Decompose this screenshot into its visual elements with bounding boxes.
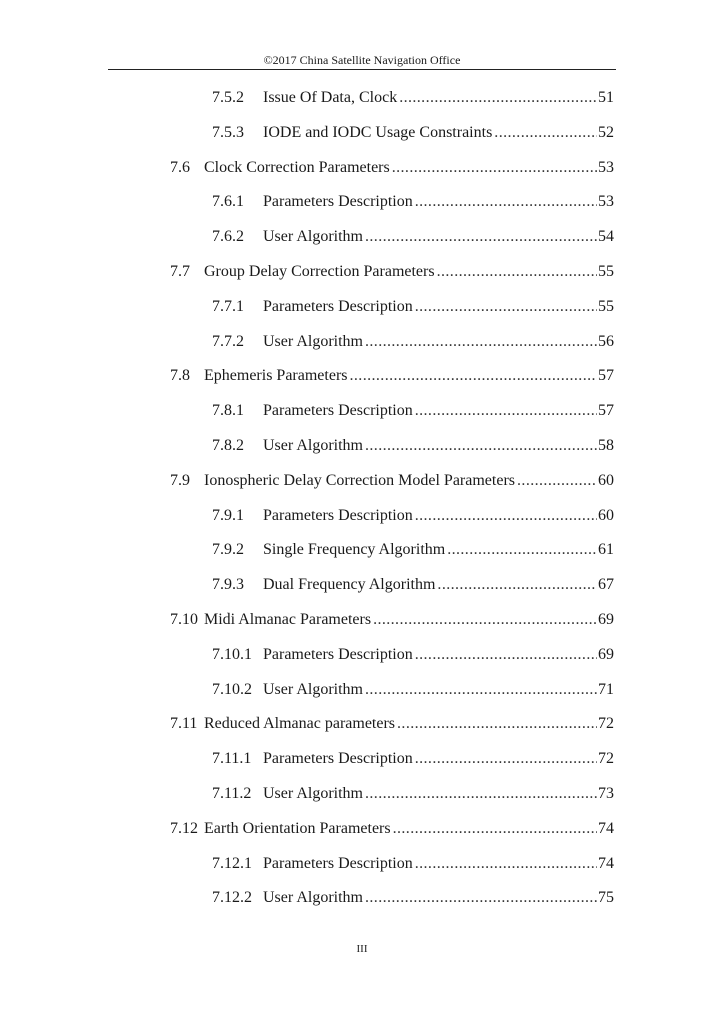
toc-entry-page: 74 xyxy=(598,819,614,837)
toc-dot-leader xyxy=(437,575,597,595)
toc-entry-title: Earth Orientation Parameters xyxy=(204,819,391,837)
toc-subsection-entry[interactable] xyxy=(212,645,614,665)
toc-dot-leader xyxy=(415,506,597,526)
toc-entry-page: 75 xyxy=(598,889,614,907)
toc-section-entry[interactable] xyxy=(170,610,614,630)
toc-entry-page: 58 xyxy=(598,437,614,454)
toc-entry-number: 7.6.1 xyxy=(212,193,244,211)
toc-entry-page: 71 xyxy=(598,680,614,698)
toc-entry-number: 7.10.2 xyxy=(212,680,252,698)
toc-entry-number: 7.9 xyxy=(170,471,190,489)
toc-entry-title: User Algorithm xyxy=(263,437,363,454)
toc-dot-leader xyxy=(365,680,597,700)
toc-entry-number: 7.8 xyxy=(170,367,190,385)
toc-dot-leader xyxy=(365,436,597,456)
toc-entry-title: Parameters Description xyxy=(263,645,413,663)
toc-entry-number: 7.11.1 xyxy=(212,750,252,768)
toc-entry-page: 54 xyxy=(598,228,614,246)
toc-subsection-entry[interactable] xyxy=(212,749,614,769)
toc-entry-title: Ionospheric Delay Correction Model Parameters xyxy=(204,471,516,489)
toc-subsection-entry[interactable] xyxy=(212,123,614,143)
toc-subsection-entry[interactable] xyxy=(212,680,614,700)
toc-entry-title: Ephemeris Parameters xyxy=(204,367,348,385)
toc-dot-leader xyxy=(397,714,597,734)
toc-entry-number: 7.12.2 xyxy=(212,889,252,907)
toc-subsection-entry[interactable] xyxy=(212,784,614,804)
toc-subsection-entry[interactable] xyxy=(212,888,614,908)
toc-entry-page: 60 xyxy=(598,471,614,489)
toc-subsection-entry[interactable] xyxy=(212,227,614,247)
toc-entry-title: User Algorithm xyxy=(263,228,363,246)
toc-entry-number: 7.7.1 xyxy=(212,297,244,315)
toc-section-entry[interactable] xyxy=(170,158,614,178)
toc-entry-page: 61 xyxy=(598,541,614,559)
toc-subsection-entry[interactable] xyxy=(212,575,614,595)
toc-dot-leader xyxy=(365,227,597,247)
toc-entry-number: 7.10.1 xyxy=(212,645,252,663)
toc-entry-title: Parameters Description xyxy=(263,506,413,524)
toc-entry-page: 60 xyxy=(598,506,614,524)
toc-entry-title: Dual Frequency Algorithm xyxy=(263,576,436,594)
toc-entry-title: Issue Of Data, Clock xyxy=(263,89,398,106)
toc-entry-title: Clock Correction Parameters xyxy=(204,158,390,176)
toc-dot-leader xyxy=(437,262,597,282)
toc-entry-number: 7.5.2 xyxy=(212,89,244,106)
toc-section-entry[interactable] xyxy=(170,262,614,282)
toc-entry-title: User Algorithm xyxy=(263,785,363,802)
toc-dot-leader xyxy=(415,401,597,421)
toc-entry-number: 7.12 xyxy=(170,819,198,837)
toc-dot-leader xyxy=(373,610,597,630)
toc-entry-title: Midi Almanac Parameters xyxy=(204,611,372,628)
toc-entry-title: Reduced Almanac parameters xyxy=(204,715,396,733)
toc-entry-title: User Algorithm xyxy=(263,332,363,350)
toc-subsection-entry[interactable] xyxy=(212,540,614,560)
toc-entry-page: 74 xyxy=(598,854,614,872)
toc-entry-number: 7.7 xyxy=(170,263,190,280)
toc-dot-leader xyxy=(447,540,597,560)
toc-entry-title: User Algorithm xyxy=(263,680,363,698)
toc-section-entry[interactable] xyxy=(170,714,614,734)
toc-dot-leader xyxy=(517,471,597,491)
toc-entry-number: 7.8.1 xyxy=(212,402,244,420)
toc-entry-page: 57 xyxy=(598,402,614,420)
toc-entry-title: Parameters Description xyxy=(263,297,413,315)
toc-entry-page: 51 xyxy=(598,89,614,106)
toc-entry-page: 52 xyxy=(598,123,614,141)
toc-entry-page: 53 xyxy=(598,193,614,211)
toc-entry-number: 7.8.2 xyxy=(212,437,244,454)
toc-dot-leader xyxy=(415,297,597,317)
toc-dot-leader xyxy=(365,332,597,352)
toc-dot-leader xyxy=(415,854,597,874)
toc-entry-title: Parameters Description xyxy=(263,750,413,768)
toc-entry-number: 7.6.2 xyxy=(212,228,244,246)
header-rule xyxy=(108,69,616,70)
toc-entry-page: 72 xyxy=(598,715,614,733)
toc-entry-number: 7.12.1 xyxy=(212,854,252,872)
toc-entry-title: IODE and IODC Usage Constraints xyxy=(263,123,493,141)
toc-subsection-entry[interactable] xyxy=(212,192,614,212)
toc-subsection-entry[interactable] xyxy=(212,332,614,352)
toc-dot-leader xyxy=(350,366,598,386)
toc-entry-page: 72 xyxy=(598,750,614,768)
toc-dot-leader xyxy=(415,645,597,665)
toc-entry-number: 7.11.2 xyxy=(212,785,252,802)
toc-entry-title: Parameters Description xyxy=(263,193,413,211)
toc-entry-title: Parameters Description xyxy=(263,854,413,872)
toc-dot-leader xyxy=(392,158,597,178)
toc-entry-title: Group Delay Correction Parameters xyxy=(204,263,435,280)
toc-entry-number: 7.5.3 xyxy=(212,123,244,141)
toc-dot-leader xyxy=(365,888,597,908)
toc-dot-leader xyxy=(415,192,597,212)
toc-entry-number: 7.6 xyxy=(170,158,190,176)
toc-dot-leader xyxy=(393,819,597,839)
toc-entry-title: Single Frequency Algorithm xyxy=(263,541,446,559)
toc-entry-number: 7.10 xyxy=(170,611,198,628)
toc-entry-page: 55 xyxy=(598,297,614,315)
toc-entry-page: 67 xyxy=(598,576,614,594)
toc-dot-leader xyxy=(365,784,597,804)
page-number: III xyxy=(356,943,368,955)
toc-entry-number: 7.7.2 xyxy=(212,332,244,350)
toc-subsection-entry[interactable] xyxy=(212,854,614,874)
toc-entry-page: 73 xyxy=(598,785,614,802)
toc-subsection-entry[interactable] xyxy=(212,436,614,456)
toc-entry-page: 53 xyxy=(598,158,614,176)
toc-section-entry[interactable] xyxy=(170,366,614,386)
toc-entry-number: 7.9.1 xyxy=(212,506,244,524)
toc-dot-leader xyxy=(399,88,597,108)
toc-subsection-entry[interactable] xyxy=(212,297,614,317)
toc-entry-page: 57 xyxy=(598,367,614,385)
toc-subsection-entry[interactable] xyxy=(212,401,614,421)
toc-entry-page: 69 xyxy=(598,645,614,663)
toc-entry-title: Parameters Description xyxy=(263,402,413,420)
toc-entry-page: 56 xyxy=(598,332,614,350)
page-header: ©2017 China Satellite Navigation Office xyxy=(263,53,461,67)
toc-section-entry[interactable] xyxy=(170,471,614,491)
toc-subsection-entry[interactable] xyxy=(212,506,614,526)
toc-entry-number: 7.9.2 xyxy=(212,541,244,559)
toc-section-entry[interactable] xyxy=(170,819,614,839)
toc-entry-page: 55 xyxy=(598,263,614,280)
toc-entry-number: 7.9.3 xyxy=(212,576,244,594)
toc-dot-leader xyxy=(415,749,597,769)
toc-entry-title: User Algorithm xyxy=(263,889,363,907)
toc-entry-page: 69 xyxy=(598,611,614,628)
toc-subsection-entry[interactable] xyxy=(212,88,614,108)
toc-dot-leader xyxy=(494,123,597,143)
toc-entry-number: 7.11 xyxy=(170,715,198,733)
